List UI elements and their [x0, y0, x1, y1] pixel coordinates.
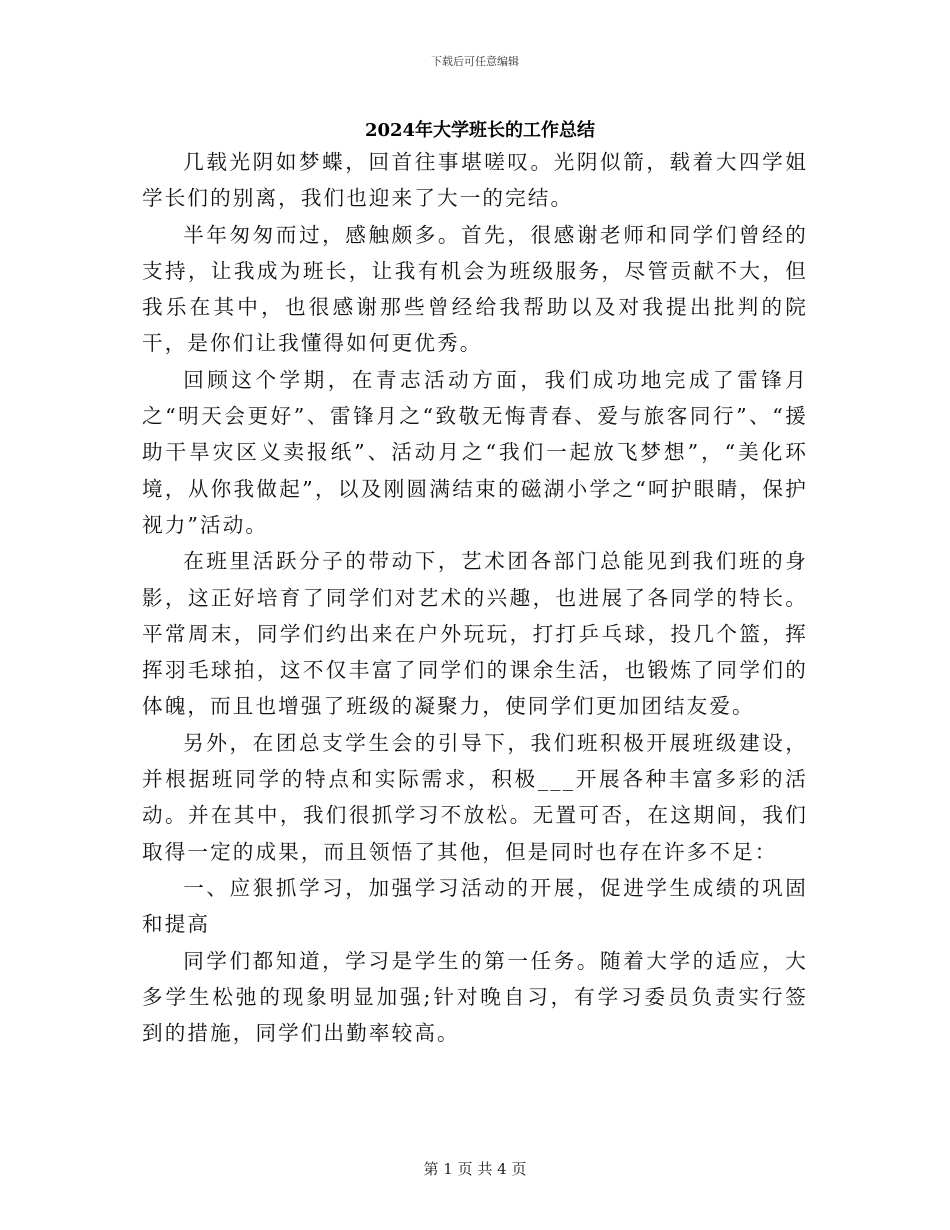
- section-heading-1: 一、应狠抓学习，加强学习活动的开展，促进学生成绩的巩固和提高: [142, 875, 808, 937]
- document-body: [142, 144, 808, 1051]
- page-number: 第 1 页 共 4 页: [423, 1160, 527, 1178]
- paragraph-4: 在班里活跃分子的带动下，艺术团各部门总能见到我们班的身影，这正好培育了同学们对艺术的兴趣，也进展了各同学的特长。平常周末，同学们约出来在户外玩玩，打打乒乓球，投几个篮，挥挥羽毛球拍，这不仅丰富了同学们的课余生活，也锻炼了同学们的体魄，而且也增强了班级的凝聚力，使同学们更加团结友爱。: [142, 549, 808, 719]
- page-header-note: 下载后可任意编辑: [431, 55, 519, 68]
- paragraph-2: 半年匆匆而过，感触颇多。首先，很感谢老师和同学们曾经的支持，让我成为班长，让我有机会为班级服务，尽管贡献不大，但我乐在其中，也很感谢那些曾经给我帮助以及对我提出批判的院干，是你们让我懂得如何更优秀。: [142, 222, 808, 356]
- paragraph-5: 另外，在团总支学生会的引导下，我们班积极开展班级建设，并根据班同学的特点和实际需求，积极___开展各种丰富多彩的活动。并在其中，我们很抓学习不放松。无置可否，在这期间，我们取得一定的成果，而且领悟了其他，但是同时也存在许多不足：: [142, 730, 808, 864]
- paragraph-6: 同学们都知道，学习是学生的第一任务。随着大学的适应，大多学生松弛的现象明显加强;针对晚自习，有学习委员负责实行签到的措施，同学们出勤率较高。: [142, 948, 808, 1046]
- document-title: 2024年大学班长的工作总结: [364, 120, 596, 141]
- paragraph-1: 几载光阴如梦蝶，回首往事堪嗟叹。光阴似箭，载着大四学姐学长们的别离，我们也迎来了大一的完结。: [142, 150, 808, 211]
- paragraph-3: 回顾这个学期，在青志活动方面，我们成功地完成了雷锋月之“明天会更好”、雷锋月之“致敬无悔青春、爱与旅客同行”、“援助干旱灾区义卖报纸”、活动月之“我们一起放飞梦想”，“美化环境，从你我做起”，以及刚圆满结束的磁湖小学之“呵护眼睛，保护视力”活动。: [142, 367, 808, 537]
